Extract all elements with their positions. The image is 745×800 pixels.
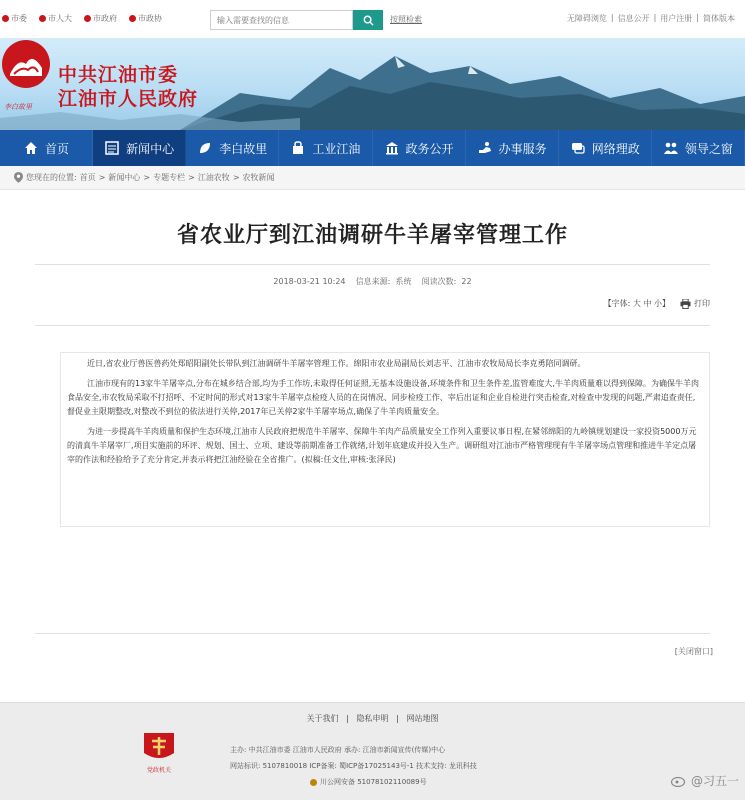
top-link-party[interactable]: 市委: [2, 13, 27, 24]
gov-icon: [384, 140, 400, 156]
nav-label: 领导之窗: [684, 141, 733, 156]
police-emblem-icon: [310, 779, 317, 786]
nav-label: 首页: [45, 141, 70, 156]
emblem-icon: [84, 15, 91, 22]
nav-item-libai[interactable]: [186, 130, 279, 166]
article-paragraph: 近日,省农业厅兽医兽药处郑昭阳副处长带队到江油调研牛羊屠宰管理工作。绵阳市农业局副局长刘志平、江油市农牧局局长李克勇陪同调研。: [87, 359, 586, 368]
divider: [35, 633, 710, 634]
separator: |: [696, 13, 699, 22]
footer-police-record: 川公网安备 51078102110089号: [310, 777, 427, 787]
breadcrumb: [0, 166, 745, 190]
top-links: [2, 13, 162, 24]
emblem-icon: [129, 15, 136, 22]
brand-title-party: 中共江油市委: [58, 64, 179, 86]
nav-label: 工业江油: [312, 141, 361, 156]
article-tools: [604, 298, 710, 309]
nav-label: 网络理政: [591, 141, 640, 156]
nav-item-home[interactable]: [0, 130, 93, 166]
breadcrumb-separator: >: [143, 173, 151, 182]
brand-title-government: 江油市人民政府: [58, 88, 199, 110]
weibo-icon: [671, 775, 687, 787]
breadcrumb-separator: >: [98, 173, 106, 182]
service-icon: [477, 140, 493, 156]
top-link-government[interactable]: 市政府: [84, 13, 117, 24]
top-utility-bar: [0, 0, 745, 38]
weibo-watermark: @习五一: [671, 772, 739, 789]
footer-links[interactable]: 关于我们 | 隐私申明 | 网站地图: [306, 714, 439, 723]
city-logo: [0, 38, 52, 90]
breadcrumb-item-topics[interactable]: 专题专栏: [153, 173, 186, 182]
nav-item-leaders[interactable]: [652, 130, 745, 166]
nav-label: 新闻中心: [126, 141, 175, 156]
simplified-link[interactable]: 简体版本: [703, 14, 735, 23]
header-banner: [0, 38, 745, 130]
nav-label: 办事服务: [498, 141, 547, 156]
footer: [0, 702, 745, 800]
factory-icon: [290, 140, 306, 156]
accessibility-link[interactable]: 无障碍浏览: [566, 14, 607, 23]
search-button[interactable]: [353, 10, 383, 30]
breadcrumb-prefix: 您现在的位置:: [26, 173, 77, 182]
article-paragraph: 江油市现有的13家牛羊屠宰点,分布在城乡结合部,均为手工作坊,未取得任何证照,无基本设施设备,环境条件和卫生条件差,监管难度大,牛羊肉质量难以得到保障。为确保牛羊肉食品安全,市农牧局采取不打招呼、不定时间的形式对13家牛羊屠宰点检疫人员的在岗情况、同步检疫工作、宰后出证和企业自检进行突击检查,对检查中发现的问题,严肃追查责任,督促业主限期整改,对整改不到位的依法进行关停,2017年已关停2家牛羊屠宰场点,确保了牛羊肉质量安全。: [67, 379, 699, 416]
nav-label: 李白故里: [219, 141, 268, 156]
breadcrumb-item-agriculture[interactable]: 江油农牧: [197, 173, 230, 182]
breadcrumb-separator: >: [188, 173, 195, 182]
home-icon: [23, 140, 39, 156]
top-right-links: [567, 13, 735, 24]
separator: |: [653, 13, 657, 22]
emblem-icon: [39, 15, 46, 22]
article-paragraph: 为进一步提高牛羊肉质量和保护生态环境,江油市人民政府把规范牛羊屠宰、保障牛羊肉产品质量安全工作列入重要议事日程,在紧邻绵阳的九岭镇规划建设一家投资5000万元的清真牛羊屠宰厂,项目实施前的环评、规划、国土、立项、建设等前期准备工作就绪,计划年底建成并投入生产。调研组对江油市严格管理现有牛羊屠宰场点管理和推进牛羊定点屠宰的作法和经验给予了充分肯定,并表示将把江油经验在全省推广。(拟稿:任文仕,审核:张泽民): [67, 427, 697, 464]
breadcrumb-item-agri-news[interactable]: 农牧新闻: [242, 173, 275, 182]
badge-caption: 党政机关: [146, 767, 171, 774]
location-pin-icon: [14, 172, 23, 183]
footer-site-id: 网站标识: 5107810018 ICP备案: 蜀ICP备17025143号-1 技术支持: 龙讯科技: [230, 762, 477, 770]
search-icon: [363, 15, 374, 26]
main-nav: [0, 130, 745, 166]
close-window-link[interactable]: [关闭窗口]: [674, 647, 713, 656]
nav-item-gov-affairs[interactable]: [373, 130, 466, 166]
divider: [35, 325, 710, 326]
breadcrumb-item-news[interactable]: 新闻中心: [108, 173, 141, 182]
nav-item-news[interactable]: [93, 130, 186, 166]
nav-label: 政务公开: [405, 141, 454, 156]
divider: [35, 264, 710, 265]
nav-item-online-governance[interactable]: [559, 130, 652, 166]
info-disclosure-link[interactable]: 信息公开: [617, 14, 650, 23]
article-body: [60, 352, 710, 527]
register-link[interactable]: 用户注册: [660, 14, 693, 23]
emblem-icon: [2, 15, 9, 22]
article-meta: 2018-03-21 10:24 信息来源: 系统 阅读次数: 22: [273, 277, 472, 286]
print-label: 打印: [694, 299, 710, 308]
leaf-icon: [197, 140, 213, 156]
gov-agency-badge[interactable]: [140, 731, 178, 774]
search-input[interactable]: [210, 10, 353, 30]
separator: |: [610, 13, 614, 22]
chat-icon: [570, 140, 586, 156]
font-size-switcher[interactable]: 【字体: 大 中 小】: [603, 299, 670, 308]
news-icon: [104, 140, 120, 156]
search-box: [210, 10, 383, 30]
breadcrumb-item-home[interactable]: 首页: [79, 173, 96, 182]
footer-sponsor: 主办: 中共江油市委 江油市人民政府 承办: 江油市新闻宣传(传媒)中心: [230, 746, 446, 754]
top-link-congress[interactable]: 市人大: [39, 13, 72, 24]
logo-caption: 李白故里: [4, 103, 32, 111]
print-button[interactable]: [680, 298, 710, 309]
party-badge-icon: [140, 731, 178, 763]
people-icon: [663, 140, 679, 156]
printer-icon: [680, 299, 691, 309]
article-title: 省农业厅到江油调研牛羊屠宰管理工作: [176, 223, 568, 248]
nav-item-services[interactable]: [466, 130, 559, 166]
breadcrumb-separator: >: [232, 173, 240, 182]
top-link-cppcc[interactable]: 市政协: [129, 13, 162, 24]
advanced-search-link[interactable]: 按照检索: [390, 15, 422, 24]
nav-item-industry[interactable]: [279, 130, 372, 166]
